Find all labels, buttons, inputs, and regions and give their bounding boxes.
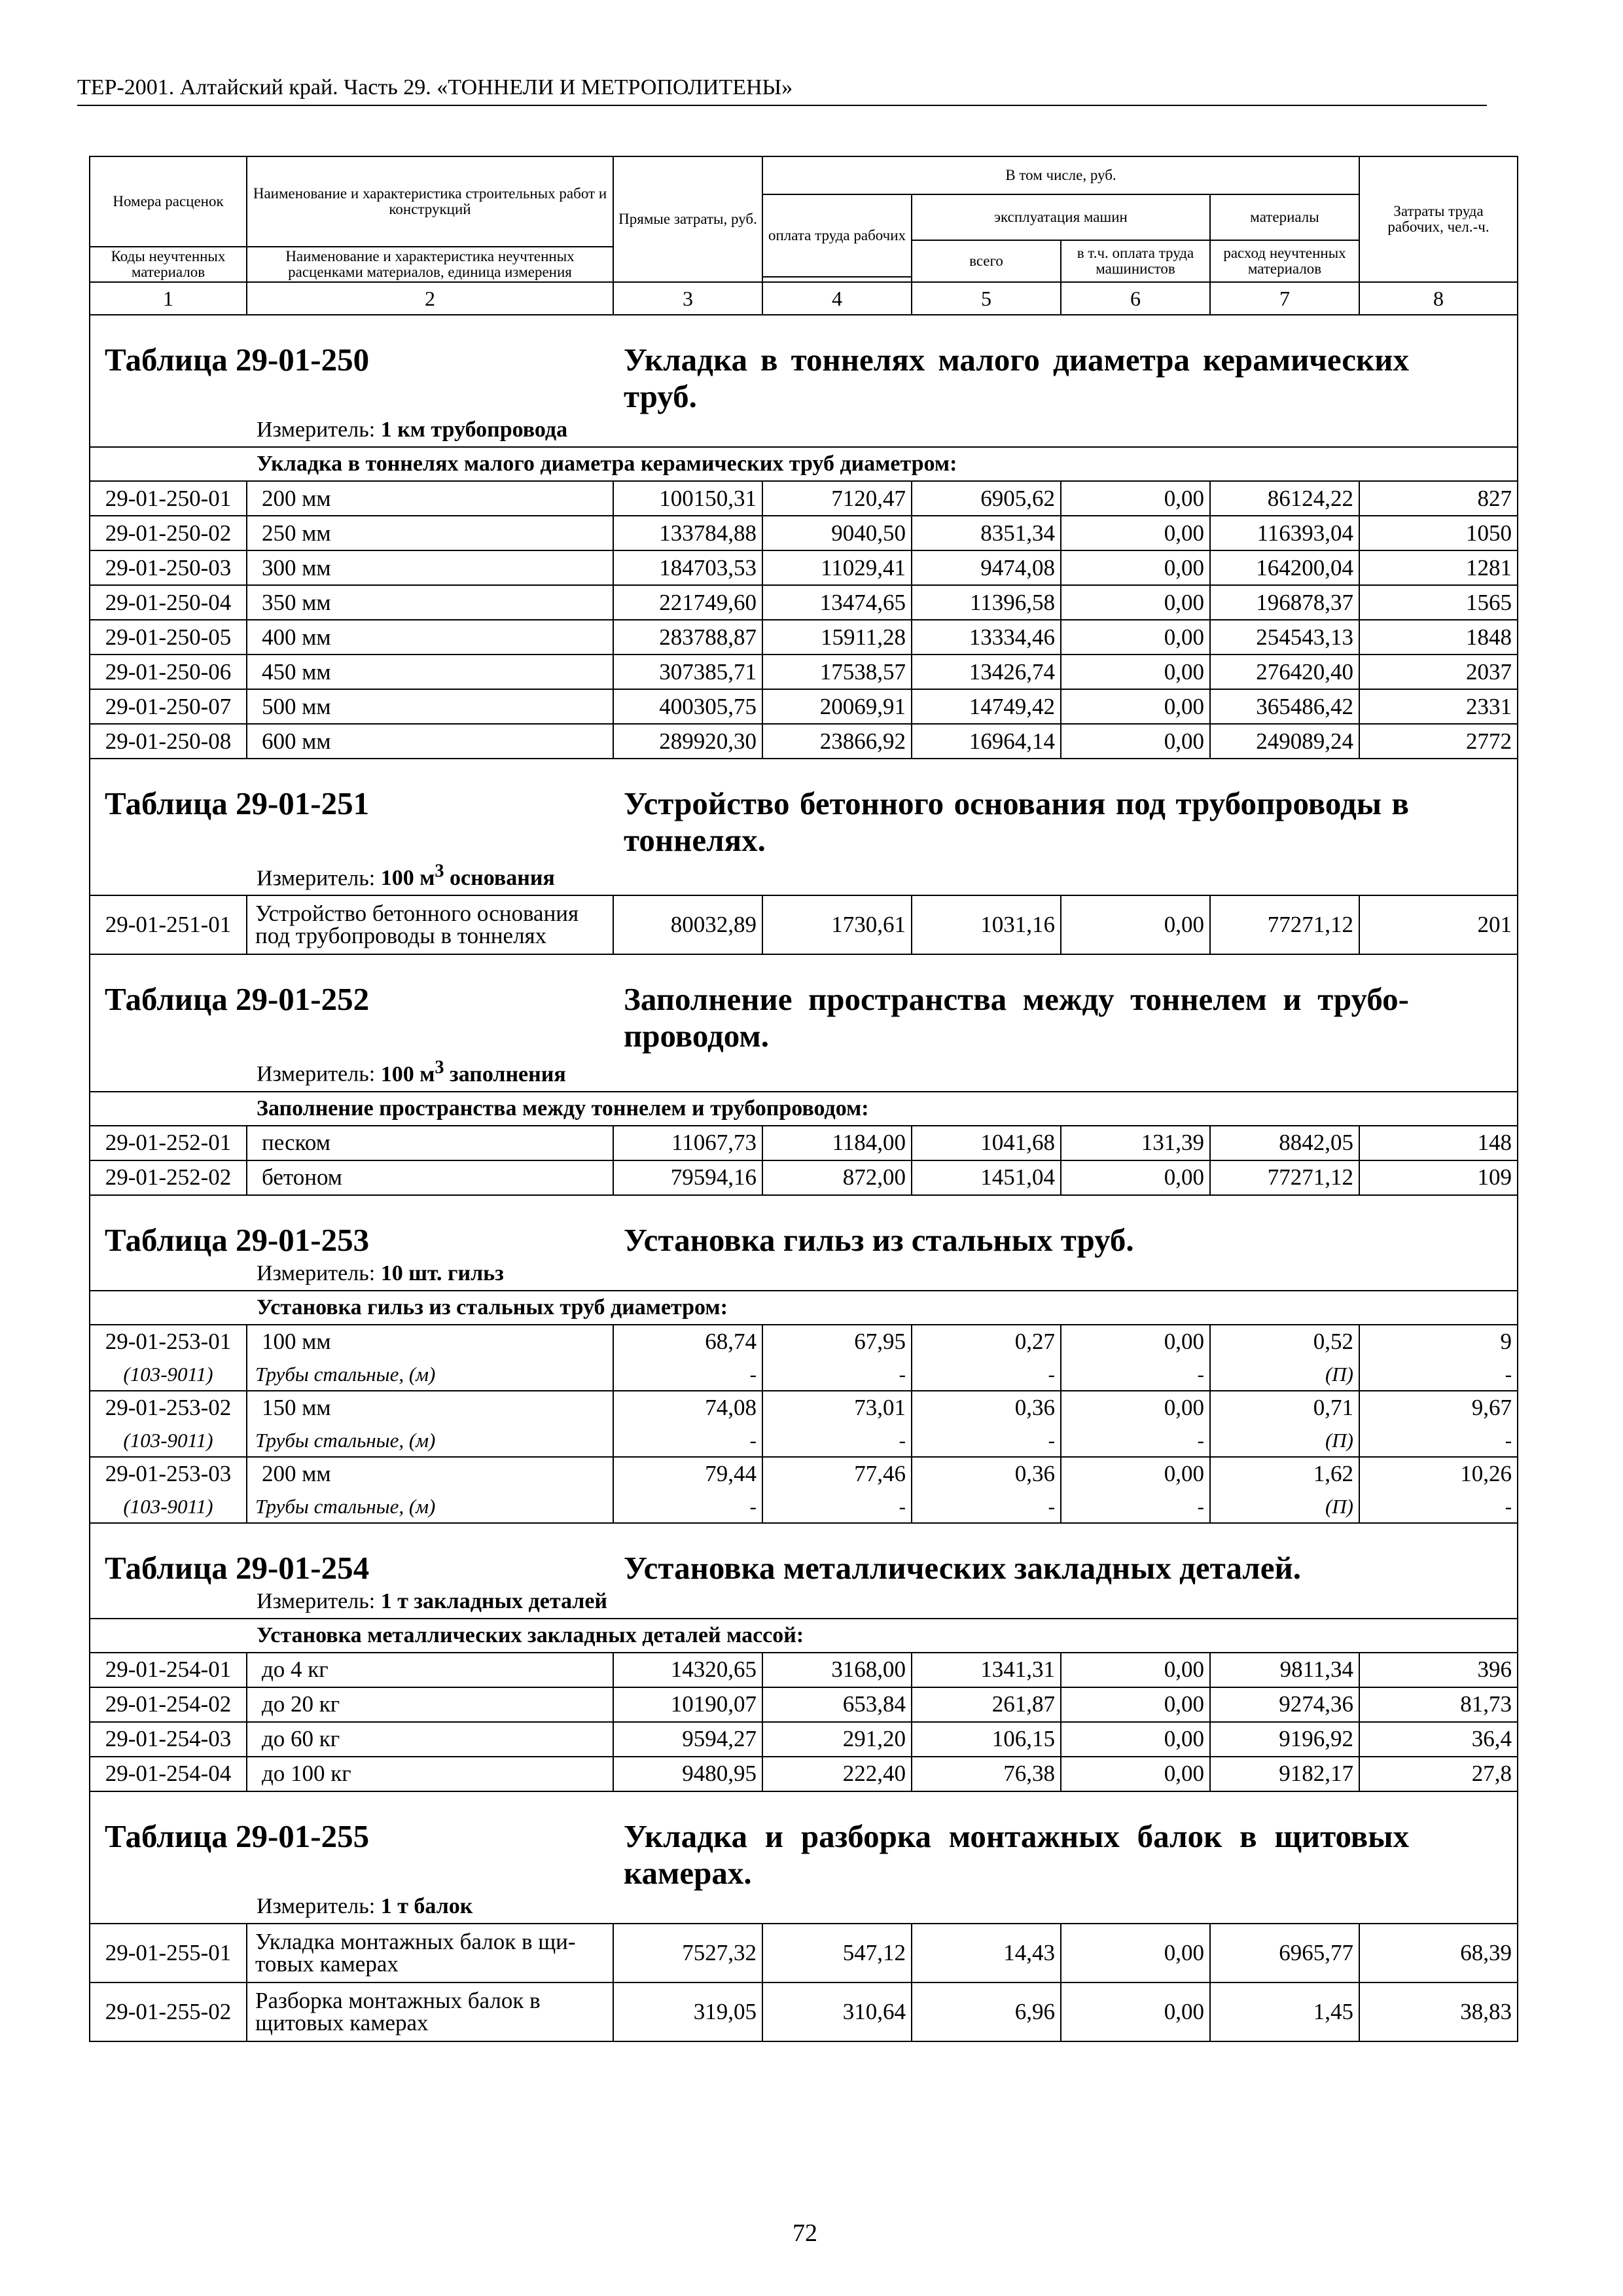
col-number: 6 xyxy=(1061,282,1210,315)
machinists-wages: 0,00 xyxy=(1061,550,1210,585)
direct-costs: 14320,65 xyxy=(613,1653,762,1687)
wages: 547,12 xyxy=(762,1924,912,1982)
table-row xyxy=(90,1924,1518,1982)
material-use: 1,62 xyxy=(1210,1457,1359,1491)
labor-cost: 2037 xyxy=(1359,655,1518,689)
table-row xyxy=(90,1653,1518,1687)
material-row xyxy=(90,1491,1518,1523)
material-direct-costs: - xyxy=(613,1359,762,1391)
section-title: Таблица 29-01-255 xyxy=(105,1818,370,1854)
rate-code: 29-01-255-02 xyxy=(90,1982,247,2041)
machines-total: 16964,14 xyxy=(912,724,1061,759)
header-direct-costs: Прямые затраты, руб. xyxy=(613,156,762,282)
material-labor-cost: - xyxy=(1359,1491,1518,1523)
wages: 77,46 xyxy=(762,1457,912,1491)
machinists-wages: 0,00 xyxy=(1061,1160,1210,1195)
labor-cost: 10,26 xyxy=(1359,1457,1518,1491)
direct-costs: 9480,95 xyxy=(613,1757,762,1791)
machinists-wages: 0,00 xyxy=(1061,724,1210,759)
material-rate-code: (103-9011) xyxy=(90,1425,247,1457)
work-name: 150 мм xyxy=(247,1391,613,1425)
header-name: Наименование и характеристика строительных работ и конструкций xyxy=(247,156,613,247)
rate-code: 29-01-253-01 xyxy=(90,1325,247,1359)
wages: 73,01 xyxy=(762,1391,912,1425)
table-row xyxy=(90,655,1518,689)
wages: 11029,41 xyxy=(762,550,912,585)
work-name: 500 мм xyxy=(247,689,613,724)
material-work-name: Трубы стальные, (м) xyxy=(247,1491,613,1523)
col-number: 4 xyxy=(762,282,912,315)
material-use: 9182,17 xyxy=(1210,1757,1359,1791)
wages: 222,40 xyxy=(762,1757,912,1791)
table-row xyxy=(90,1160,1518,1195)
machines-total: 0,36 xyxy=(912,1457,1061,1491)
material-material-use: (П) xyxy=(1210,1491,1359,1523)
wages: 67,95 xyxy=(762,1325,912,1359)
machinists-wages: 0,00 xyxy=(1061,1653,1210,1687)
direct-costs: 68,74 xyxy=(613,1325,762,1359)
rate-code: 29-01-254-04 xyxy=(90,1757,247,1791)
rate-code: 29-01-250-01 xyxy=(90,481,247,516)
work-name: 300 мм xyxy=(247,550,613,585)
col-number: 8 xyxy=(1359,282,1518,315)
header-including: В том числе, руб. xyxy=(762,156,1359,194)
labor-cost: 9 xyxy=(1359,1325,1518,1359)
material-use: 1,45 xyxy=(1210,1982,1359,2041)
table-row xyxy=(90,1325,1518,1359)
machines-total: 8351,34 xyxy=(912,516,1061,550)
rate-code: 29-01-250-03 xyxy=(90,550,247,585)
labor-cost: 1281 xyxy=(1359,550,1518,585)
direct-costs: 400305,75 xyxy=(613,689,762,724)
machines-total: 14,43 xyxy=(912,1924,1061,1982)
work-name: 250 мм xyxy=(247,516,613,550)
machines-total: 1031,16 xyxy=(912,895,1061,954)
wages: 3168,00 xyxy=(762,1653,912,1687)
material-use: 196878,37 xyxy=(1210,585,1359,620)
work-name: до 60 кг xyxy=(247,1722,613,1757)
table-row xyxy=(90,585,1518,620)
section-measure: Измеритель: 10 шт. гильз xyxy=(90,1259,1518,1291)
machines-total: 6905,62 xyxy=(912,481,1061,516)
section-measure: Измеритель: 100 $м^3$ основания xyxy=(90,859,1518,895)
machinists-wages: 0,00 xyxy=(1061,689,1210,724)
material-material-use: (П) xyxy=(1210,1425,1359,1457)
table-row xyxy=(90,1126,1518,1160)
rate-code: 29-01-252-02 xyxy=(90,1160,247,1195)
section-name: Установка металлических закладных деталей. xyxy=(624,1549,1301,1586)
section-name: Устройство бетонного основания под трубопроводы в тоннелях. xyxy=(624,785,1409,858)
wages: 7120,47 xyxy=(762,481,912,516)
work-name: 450 мм xyxy=(247,655,613,689)
section-measure: Измеритель: 1 т балок xyxy=(90,1892,1518,1924)
rate-code: 29-01-250-05 xyxy=(90,620,247,655)
labor-cost: 1848 xyxy=(1359,620,1518,655)
section-name: Укладка и разборка монтажных балок в щитовых камерах. xyxy=(624,1818,1409,1891)
machines-total: 14749,42 xyxy=(912,689,1061,724)
table-row xyxy=(90,895,1518,954)
direct-costs: 100150,31 xyxy=(613,481,762,516)
table-row xyxy=(90,1757,1518,1791)
wages: 872,00 xyxy=(762,1160,912,1195)
labor-cost: 1050 xyxy=(1359,516,1518,550)
header-labor: Затраты труда рабочих, чел.-ч. xyxy=(1359,156,1518,282)
work-name: до 4 кг xyxy=(247,1653,613,1687)
header-material-codes: Коды неучтенных материалов xyxy=(90,247,247,282)
material-use: 8842,05 xyxy=(1210,1126,1359,1160)
machines-total: 0,36 xyxy=(912,1391,1061,1425)
section-title: Таблица 29-01-253 xyxy=(105,1221,370,1258)
machinists-wages: 0,00 xyxy=(1061,1391,1210,1425)
direct-costs: 319,05 xyxy=(613,1982,762,2041)
direct-costs: 9594,27 xyxy=(613,1722,762,1757)
header-machines: эксплуатация машин xyxy=(912,194,1210,240)
wages: 15911,28 xyxy=(762,620,912,655)
material-use: 77271,12 xyxy=(1210,895,1359,954)
table-row xyxy=(90,481,1518,516)
material-machines-total: - xyxy=(912,1425,1061,1457)
material-labor-cost: - xyxy=(1359,1425,1518,1457)
work-name: 600 мм xyxy=(247,724,613,759)
direct-costs: 79594,16 xyxy=(613,1160,762,1195)
wages: 13474,65 xyxy=(762,585,912,620)
direct-costs: 80032,89 xyxy=(613,895,762,954)
col-number: 1 xyxy=(90,282,247,315)
material-use: 0,71 xyxy=(1210,1391,1359,1425)
direct-costs: 307385,71 xyxy=(613,655,762,689)
material-use: 0,52 xyxy=(1210,1325,1359,1359)
machinists-wages: 0,00 xyxy=(1061,1924,1210,1982)
machinists-wages: 0,00 xyxy=(1061,1457,1210,1491)
table-row xyxy=(90,1457,1518,1491)
section-title: Таблица 29-01-251 xyxy=(105,785,370,821)
rate-code: 29-01-253-02 xyxy=(90,1391,247,1425)
table-row xyxy=(90,550,1518,585)
material-row xyxy=(90,1425,1518,1457)
header-material-use: расход неучтенных материалов xyxy=(1210,240,1359,282)
page-number: 72 xyxy=(793,2219,817,2247)
wages: 291,20 xyxy=(762,1722,912,1757)
machinists-wages: 0,00 xyxy=(1061,1722,1210,1757)
col-number: 7 xyxy=(1210,282,1359,315)
wages: 9040,50 xyxy=(762,516,912,550)
material-direct-costs: - xyxy=(613,1425,762,1457)
material-use: 9196,92 xyxy=(1210,1722,1359,1757)
table-row xyxy=(90,1982,1518,2041)
rate-code: 29-01-250-02 xyxy=(90,516,247,550)
material-use: 365486,42 xyxy=(1210,689,1359,724)
material-material-use: (П) xyxy=(1210,1359,1359,1391)
section-title: Таблица 29-01-250 xyxy=(105,342,370,378)
direct-costs: 74,08 xyxy=(613,1391,762,1425)
machinists-wages: 0,00 xyxy=(1061,1325,1210,1359)
work-name: Укладка монтажных балок в щи-товых камерах xyxy=(247,1924,613,1982)
table-row xyxy=(90,516,1518,550)
section-name: Установка гильз из стальных труб. xyxy=(624,1221,1134,1258)
wages: 1184,00 xyxy=(762,1126,912,1160)
rate-code: 29-01-255-01 xyxy=(90,1924,247,1982)
rate-code: 29-01-250-08 xyxy=(90,724,247,759)
section-measure: Измеритель: 1 т закладных деталей xyxy=(90,1587,1518,1619)
work-name: 200 мм xyxy=(247,481,613,516)
material-direct-costs: - xyxy=(613,1491,762,1523)
material-use: 9811,34 xyxy=(1210,1653,1359,1687)
machinists-wages: 0,00 xyxy=(1061,655,1210,689)
labor-cost: 109 xyxy=(1359,1160,1518,1195)
machines-total: 261,87 xyxy=(912,1687,1061,1722)
labor-cost: 38,83 xyxy=(1359,1982,1518,2041)
labor-cost: 9,67 xyxy=(1359,1391,1518,1425)
rate-code: 29-01-254-02 xyxy=(90,1687,247,1722)
material-labor-cost: - xyxy=(1359,1359,1518,1391)
header-machinists-wages: в т.ч. оплата труда машинистов xyxy=(1061,240,1210,282)
material-machinists-wages: - xyxy=(1061,1359,1210,1391)
labor-cost: 827 xyxy=(1359,481,1518,516)
material-work-name: Трубы стальные, (м) xyxy=(247,1425,613,1457)
machinists-wages: 0,00 xyxy=(1061,1757,1210,1791)
material-use: 254543,13 xyxy=(1210,620,1359,655)
direct-costs: 289920,30 xyxy=(613,724,762,759)
labor-cost: 396 xyxy=(1359,1653,1518,1687)
header-machines-total: всего xyxy=(912,240,1061,282)
wages: 1730,61 xyxy=(762,895,912,954)
machinists-wages: 0,00 xyxy=(1061,516,1210,550)
machines-total: 76,38 xyxy=(912,1757,1061,1791)
direct-costs: 79,44 xyxy=(613,1457,762,1491)
labor-cost: 148 xyxy=(1359,1126,1518,1160)
material-use: 164200,04 xyxy=(1210,550,1359,585)
material-machinists-wages: - xyxy=(1061,1491,1210,1523)
direct-costs: 221749,60 xyxy=(613,585,762,620)
direct-costs: 283788,87 xyxy=(613,620,762,655)
direct-costs: 133784,88 xyxy=(613,516,762,550)
col-number: 3 xyxy=(613,282,762,315)
header-codes: Номера расценок xyxy=(90,156,247,247)
machinists-wages: 0,00 xyxy=(1061,585,1210,620)
wages: 310,64 xyxy=(762,1982,912,2041)
section-measure: Измеритель: 1 км трубопровода xyxy=(90,415,1518,447)
group-heading: Укладка в тоннелях малого диаметра керамических труб диаметром: xyxy=(90,447,1518,481)
machines-total: 1341,31 xyxy=(912,1653,1061,1687)
material-use: 276420,40 xyxy=(1210,655,1359,689)
work-name: до 100 кг xyxy=(247,1757,613,1791)
labor-cost: 27,8 xyxy=(1359,1757,1518,1791)
page-header: ТЕР-2001. Алтайский край. Часть 29. «ТОННЕЛИ И МЕТРОПОЛИТЕНЫ» xyxy=(77,75,1487,106)
section-measure: Измеритель: 100 $м^3$ заполнения xyxy=(90,1054,1518,1091)
table-row xyxy=(90,1687,1518,1722)
rate-code: 29-01-254-01 xyxy=(90,1653,247,1687)
machines-total: 106,15 xyxy=(912,1722,1061,1757)
machinists-wages: 131,39 xyxy=(1061,1126,1210,1160)
work-name: 100 мм xyxy=(247,1325,613,1359)
machinists-wages: 0,00 xyxy=(1061,481,1210,516)
material-use: 6965,77 xyxy=(1210,1924,1359,1982)
table-row xyxy=(90,1722,1518,1757)
table-row xyxy=(90,689,1518,724)
col-number: 5 xyxy=(912,282,1061,315)
machinists-wages: 0,00 xyxy=(1061,620,1210,655)
labor-cost: 2772 xyxy=(1359,724,1518,759)
wages: 20069,91 xyxy=(762,689,912,724)
machines-total: 13426,74 xyxy=(912,655,1061,689)
material-machines-total: - xyxy=(912,1491,1061,1523)
material-use: 116393,04 xyxy=(1210,516,1359,550)
section-name: Укладка в тоннелях малого диаметра керамических труб. xyxy=(624,342,1409,414)
work-name: 200 мм xyxy=(247,1457,613,1491)
rate-code: 29-01-251-01 xyxy=(90,895,247,954)
material-use: 77271,12 xyxy=(1210,1160,1359,1195)
machines-total: 6,96 xyxy=(912,1982,1061,2041)
table-row xyxy=(90,724,1518,759)
direct-costs: 11067,73 xyxy=(613,1126,762,1160)
price-table xyxy=(89,156,1518,2042)
work-name: бетоном xyxy=(247,1160,613,1195)
material-wages: - xyxy=(762,1425,912,1457)
machinists-wages: 0,00 xyxy=(1061,895,1210,954)
work-name: песком xyxy=(247,1126,613,1160)
rate-code: 29-01-250-06 xyxy=(90,655,247,689)
machines-total: 13334,46 xyxy=(912,620,1061,655)
group-heading: Установка гильз из стальных труб диаметром: xyxy=(90,1291,1518,1325)
material-machines-total: - xyxy=(912,1359,1061,1391)
material-use: 86124,22 xyxy=(1210,481,1359,516)
machines-total: 0,27 xyxy=(912,1325,1061,1359)
section-name: Заполнение пространства между тоннелем и трубо-проводом. xyxy=(624,981,1409,1054)
header-wages: оплата труда рабочих xyxy=(762,194,912,277)
material-use: 249089,24 xyxy=(1210,724,1359,759)
rate-code: 29-01-253-03 xyxy=(90,1457,247,1491)
group-heading: Установка металлических закладных деталей массой: xyxy=(90,1619,1518,1653)
labor-cost: 68,39 xyxy=(1359,1924,1518,1982)
labor-cost: 1565 xyxy=(1359,585,1518,620)
direct-costs: 10190,07 xyxy=(613,1687,762,1722)
work-name: 350 мм xyxy=(247,585,613,620)
material-wages: - xyxy=(762,1491,912,1523)
work-name: Разборка монтажных балок в щитовых камерах xyxy=(247,1982,613,2041)
rate-code: 29-01-250-04 xyxy=(90,585,247,620)
machines-total: 11396,58 xyxy=(912,585,1061,620)
direct-costs: 184703,53 xyxy=(613,550,762,585)
work-name: 400 мм xyxy=(247,620,613,655)
material-row xyxy=(90,1359,1518,1391)
table-row xyxy=(90,620,1518,655)
material-work-name: Трубы стальные, (м) xyxy=(247,1359,613,1391)
section-title: Таблица 29-01-252 xyxy=(105,981,370,1018)
col-number: 2 xyxy=(247,282,613,315)
machines-total: 9474,08 xyxy=(912,550,1061,585)
wages: 17538,57 xyxy=(762,655,912,689)
labor-cost: 2331 xyxy=(1359,689,1518,724)
machines-total: 1041,68 xyxy=(912,1126,1061,1160)
material-machinists-wages: - xyxy=(1061,1425,1210,1457)
machines-total: 1451,04 xyxy=(912,1160,1061,1195)
material-rate-code: (103-9011) xyxy=(90,1491,247,1523)
rate-code: 29-01-254-03 xyxy=(90,1722,247,1757)
header-material-name: Наименование и характеристика неучтенных расценками материалов, единица измерения xyxy=(247,247,613,282)
rate-code: 29-01-252-01 xyxy=(90,1126,247,1160)
direct-costs: 7527,32 xyxy=(613,1924,762,1982)
labor-cost: 36,4 xyxy=(1359,1722,1518,1757)
labor-cost: 81,73 xyxy=(1359,1687,1518,1722)
material-wages: - xyxy=(762,1359,912,1391)
labor-cost: 201 xyxy=(1359,895,1518,954)
rate-code: 29-01-250-07 xyxy=(90,689,247,724)
work-name: Устройство бетонного основания под трубопроводы в тоннелях xyxy=(247,895,613,954)
work-name: до 20 кг xyxy=(247,1687,613,1722)
wages: 23866,92 xyxy=(762,724,912,759)
material-use: 9274,36 xyxy=(1210,1687,1359,1722)
table-row xyxy=(90,1391,1518,1425)
machinists-wages: 0,00 xyxy=(1061,1982,1210,2041)
material-rate-code: (103-9011) xyxy=(90,1359,247,1391)
machinists-wages: 0,00 xyxy=(1061,1687,1210,1722)
section-title: Таблица 29-01-254 xyxy=(105,1549,370,1586)
header-materials: материалы xyxy=(1210,194,1359,240)
wages: 653,84 xyxy=(762,1687,912,1722)
group-heading: Заполнение пространства между тоннелем и трубопроводом: xyxy=(90,1092,1518,1126)
